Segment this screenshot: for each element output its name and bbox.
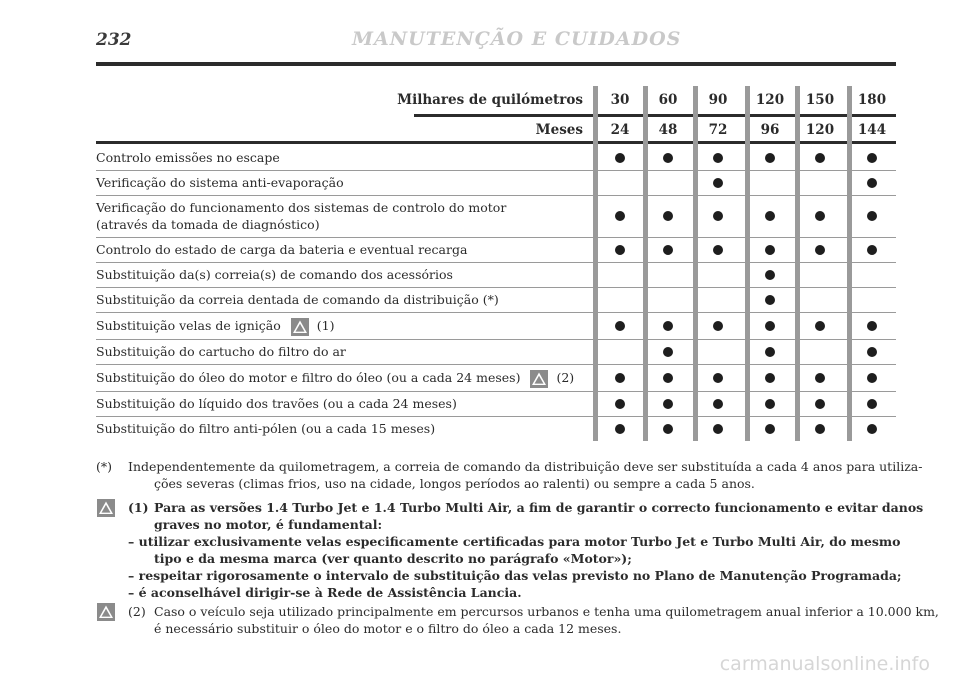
- service-dot: [815, 211, 825, 221]
- table-row-label: [96, 241, 467, 258]
- table-row-label: [96, 291, 499, 308]
- table-row-label: [96, 199, 506, 233]
- table-row-label: [96, 420, 435, 437]
- service-dot: [867, 347, 877, 357]
- warning-icon: [530, 370, 548, 388]
- row-label-text: Substituição do óleo do motor e filtro do óleo (ou a cada 24 meses): [96, 370, 521, 385]
- km-header-value: 30: [610, 92, 630, 108]
- row-divider: [96, 195, 896, 196]
- service-dot: [615, 321, 625, 331]
- footnote-star-marker: (*): [96, 459, 113, 474]
- service-dot: [663, 153, 673, 163]
- service-dot: [663, 424, 673, 434]
- row-divider: [96, 237, 896, 238]
- months-header-value: 72: [708, 122, 728, 138]
- service-dot: [713, 211, 723, 221]
- header-rule-months: [96, 141, 896, 144]
- service-dot: [765, 270, 775, 280]
- column-bar: [593, 86, 598, 441]
- header-rule-km: [414, 114, 896, 117]
- table-row-label: [96, 369, 574, 388]
- service-dot: [713, 153, 723, 163]
- table-row-label: [96, 343, 346, 360]
- km-header-label: Milhares de quilómetros: [397, 92, 583, 108]
- service-dot: [615, 211, 625, 221]
- row-label-text: Substituição da(s) correia(s) de comando dos acessórios: [96, 267, 453, 282]
- row-label-text: Substituição do cartucho do filtro do ar: [96, 344, 346, 359]
- note1-line: graves no motor, é fundamental:: [154, 517, 383, 532]
- row-label-text: Substituição do líquido dos travões (ou a cada 24 meses): [96, 396, 457, 411]
- service-dot: [663, 245, 673, 255]
- warning-icon: [97, 499, 115, 517]
- note1-line: – utilizar exclusivamente velas especificamente certificadas para motor Turbo Jet e Turbo Multi Air, do mesmo: [128, 534, 901, 549]
- column-bar: [795, 86, 800, 441]
- note2-line: é necessário substituir o óleo do motor e o filtro do óleo a cada 12 meses.: [154, 621, 622, 636]
- warning-icon: [97, 603, 115, 621]
- service-dot: [765, 211, 775, 221]
- service-dot: [765, 399, 775, 409]
- service-dot: [615, 424, 625, 434]
- service-dot: [867, 245, 877, 255]
- service-dot: [867, 321, 877, 331]
- table-row-label: [96, 174, 344, 191]
- row-label-text: Controlo do estado de carga da bateria e eventual recarga: [96, 242, 468, 257]
- note1-line: Para as versões 1.4 Turbo Jet e 1.4 Turbo Multi Air, a fim de garantir o correcto funcionamento e evitar danos: [154, 500, 924, 515]
- months-header-label: Meses: [535, 122, 583, 138]
- column-bar: [745, 86, 750, 441]
- months-header-value: 24: [610, 122, 630, 138]
- column-bar: [693, 86, 698, 441]
- service-dot: [867, 153, 877, 163]
- row-label-text: (através da tomada de diagnóstico): [96, 217, 320, 232]
- note1-line: tipo e da mesma marca (ver quanto descrito no parágrafo «Motor»);: [154, 551, 632, 566]
- table-row-label: [96, 395, 457, 412]
- row-divider: [96, 364, 896, 365]
- page-number: 232: [96, 30, 132, 50]
- column-bar: [643, 86, 648, 441]
- row-label-text: Verificação do sistema anti-evaporação: [96, 175, 344, 190]
- service-dot: [765, 153, 775, 163]
- service-dot: [615, 153, 625, 163]
- row-divider: [96, 170, 896, 171]
- service-dot: [815, 373, 825, 383]
- months-header-value: 120: [805, 122, 835, 138]
- footnote-star-line1: Independentemente da quilometragem, a correia de comando da distribuição deve ser substituída a cada 4 anos para utiliza-: [128, 459, 923, 474]
- service-dot: [615, 399, 625, 409]
- service-dot: [867, 424, 877, 434]
- note1-line: – respeitar rigorosamente o intervalo de substituição das velas previsto no Plano de Manutenção Programada;: [128, 568, 902, 583]
- service-dot: [867, 211, 877, 221]
- months-header-value: 48: [658, 122, 678, 138]
- service-dot: [815, 424, 825, 434]
- row-divider: [96, 287, 896, 288]
- top-rule: [96, 62, 896, 66]
- service-dot: [615, 373, 625, 383]
- row-label-text: Substituição velas de ignição: [96, 318, 281, 333]
- service-dot: [713, 373, 723, 383]
- note1-line: – é aconselhável dirigir-se à Rede de Assistência Lancia.: [128, 585, 522, 600]
- row-divider: [96, 416, 896, 417]
- service-dot: [713, 178, 723, 188]
- row-divider: [96, 391, 896, 392]
- row-divider: [96, 312, 896, 313]
- service-dot: [815, 321, 825, 331]
- months-header-value: 144: [857, 122, 887, 138]
- service-dot: [713, 321, 723, 331]
- km-header-value: 150: [805, 92, 835, 108]
- service-dot: [867, 399, 877, 409]
- row-note-ref: (1): [316, 318, 335, 333]
- warning-icon: [291, 318, 309, 336]
- note2-marker: (2): [128, 604, 146, 619]
- service-dot: [663, 399, 673, 409]
- row-label-text: Substituição da correia dentada de comando da distribuição (*): [96, 292, 499, 307]
- row-note-ref: (2): [556, 370, 575, 385]
- service-dot: [663, 347, 673, 357]
- service-dot: [615, 245, 625, 255]
- column-bar: [847, 86, 852, 441]
- service-dot: [663, 373, 673, 383]
- km-header-value: 90: [708, 92, 728, 108]
- row-label-text: Substituição do filtro anti-pólen (ou a cada 15 meses): [96, 421, 436, 436]
- months-header-value: 96: [760, 122, 780, 138]
- table-row-label: [96, 266, 453, 283]
- km-header-value: 120: [755, 92, 785, 108]
- km-header-value: 60: [658, 92, 678, 108]
- row-label-text: Verificação do funcionamento dos sistemas de controlo do motor: [96, 200, 507, 215]
- service-dot: [713, 245, 723, 255]
- table-row-label: [96, 149, 280, 166]
- service-dot: [765, 424, 775, 434]
- service-dot: [713, 399, 723, 409]
- row-label-text: Controlo emissões no escape: [96, 150, 280, 165]
- service-dot: [663, 211, 673, 221]
- running-head: MANUTENÇÃO E CUIDADOS: [352, 28, 682, 50]
- km-header-value: 180: [857, 92, 887, 108]
- service-dot: [867, 178, 877, 188]
- service-dot: [815, 153, 825, 163]
- service-dot: [815, 399, 825, 409]
- table-row-label: [96, 317, 335, 336]
- service-dot: [765, 373, 775, 383]
- service-dot: [765, 321, 775, 331]
- row-divider: [96, 262, 896, 263]
- watermark: carmanualsonline.info: [719, 653, 930, 675]
- service-dot: [663, 321, 673, 331]
- service-dot: [765, 295, 775, 305]
- note1-marker: (1): [128, 500, 149, 515]
- service-dot: [713, 424, 723, 434]
- row-divider: [96, 339, 896, 340]
- note2-line: Caso o veículo seja utilizado principalmente em percursos urbanos e tenha uma quilometragem anual inferior a 10.000 km,: [154, 604, 939, 619]
- service-dot: [815, 245, 825, 255]
- service-dot: [867, 373, 877, 383]
- footnote-star-line2: ções severas (climas frios, uso na cidade, longos períodos ao ralenti) ou sempre a cada 5 anos.: [154, 476, 755, 491]
- service-dot: [765, 347, 775, 357]
- service-dot: [765, 245, 775, 255]
